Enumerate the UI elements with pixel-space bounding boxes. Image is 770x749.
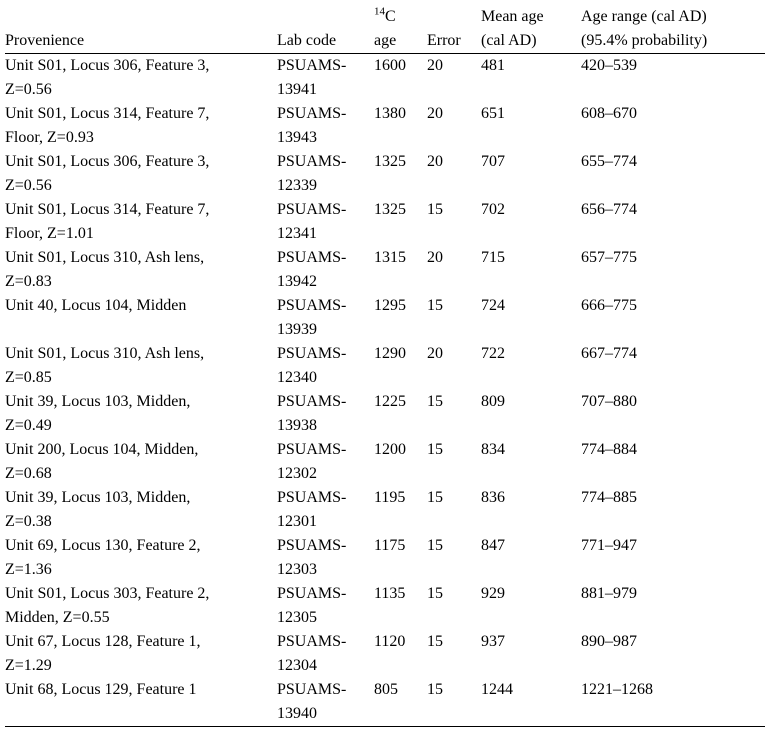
value-prov1: Unit S01, Locus 314, Feature 7, <box>5 105 210 122</box>
value-range: 420–539 <box>581 57 637 74</box>
cell-lab-code <box>277 54 374 103</box>
header-age-range: Age range (cal AD) (95.4% probability) <box>581 8 708 49</box>
value-prov1: Unit 40, Locus 104, Midden <box>5 297 187 314</box>
cell-error <box>427 198 481 246</box>
cell-error <box>427 678 481 727</box>
cell-provenience <box>5 582 277 630</box>
value-mean: 481 <box>481 57 505 74</box>
value-error: 15 <box>427 633 443 650</box>
value-lab2: 13939 <box>277 321 317 338</box>
value-range: 890–987 <box>581 633 637 650</box>
cell-lab-code <box>277 198 374 246</box>
value-lab2: 13940 <box>277 705 317 722</box>
cell-provenience <box>5 486 277 534</box>
value-error: 15 <box>427 441 443 458</box>
cell-provenience <box>5 198 277 246</box>
cell-c14-age <box>374 678 427 727</box>
cell-error <box>427 438 481 486</box>
table-row <box>5 486 765 534</box>
value-range: 774–884 <box>581 441 637 458</box>
value-lab2: 12339 <box>277 177 317 194</box>
value-prov2: Z=0.85 <box>5 369 52 386</box>
value-lab1: PSUAMS- <box>277 297 347 314</box>
value-mean: 847 <box>481 537 505 554</box>
cell-lab-code <box>277 150 374 198</box>
value-lab2: 12341 <box>277 225 317 242</box>
value-prov2: Z=0.49 <box>5 417 52 434</box>
value-prov1: Unit S01, Locus 306, Feature 3, <box>5 57 210 74</box>
value-range: 774–885 <box>581 489 637 506</box>
value-lab1: PSUAMS- <box>277 537 347 554</box>
value-lab1: PSUAMS- <box>277 681 347 698</box>
cell-c14-age <box>374 102 427 150</box>
value-mean: 937 <box>481 633 505 650</box>
cell-lab-code <box>277 630 374 678</box>
value-range: 655–774 <box>581 153 637 170</box>
cell-age-range <box>581 342 765 390</box>
value-lab1: PSUAMS- <box>277 105 347 122</box>
value-error: 15 <box>427 585 443 602</box>
cell-error <box>427 102 481 150</box>
cell-mean-age <box>481 486 581 534</box>
value-lab2: 12304 <box>277 657 317 674</box>
value-mean: 929 <box>481 585 505 602</box>
value-lab1: PSUAMS- <box>277 249 347 266</box>
table-row <box>5 198 765 246</box>
cell-provenience <box>5 534 277 582</box>
value-mean: 836 <box>481 489 505 506</box>
value-error: 20 <box>427 57 443 74</box>
value-prov1: Unit S01, Locus 310, Ash lens, <box>5 345 205 362</box>
cell-mean-age <box>481 54 581 103</box>
cell-mean-age <box>481 342 581 390</box>
value-age: 1295 <box>374 297 406 314</box>
cell-provenience <box>5 678 277 727</box>
value-error: 20 <box>427 249 443 266</box>
value-lab2: 12302 <box>277 465 317 482</box>
cell-error <box>427 582 481 630</box>
value-range: 707–880 <box>581 393 637 410</box>
value-error: 20 <box>427 105 443 122</box>
table-row <box>5 630 765 678</box>
value-lab1: PSUAMS- <box>277 393 347 410</box>
value-range: 667–774 <box>581 345 637 362</box>
cell-age-range <box>581 198 765 246</box>
value-age: 1225 <box>374 393 406 410</box>
value-prov1: Unit 200, Locus 104, Midden, <box>5 441 199 458</box>
cell-age-range <box>581 678 765 727</box>
table-row <box>5 390 765 438</box>
table-row <box>5 102 765 150</box>
value-range: 881–979 <box>581 585 637 602</box>
value-prov2: Z=0.56 <box>5 177 52 194</box>
cell-error <box>427 486 481 534</box>
header-lab-code: Lab code <box>277 32 337 49</box>
cell-lab-code <box>277 582 374 630</box>
value-age: 1325 <box>374 201 406 218</box>
header-c14-age: $^{14}$C age <box>374 5 397 49</box>
value-error: 20 <box>427 345 443 362</box>
cell-mean-age <box>481 246 581 294</box>
value-age: 1600 <box>374 57 406 74</box>
cell-lab-code <box>277 438 374 486</box>
cell-error <box>427 150 481 198</box>
cell-age-range <box>581 438 765 486</box>
cell-lab-code <box>277 678 374 727</box>
value-error: 15 <box>427 537 443 554</box>
value-prov1: Unit 69, Locus 130, Feature 2, <box>5 537 201 554</box>
cell-error <box>427 294 481 342</box>
cell-c14-age <box>374 534 427 582</box>
cell-c14-age <box>374 630 427 678</box>
cell-c14-age <box>374 150 427 198</box>
cell-provenience <box>5 54 277 103</box>
cell-age-range <box>581 102 765 150</box>
cell-mean-age <box>481 678 581 727</box>
value-range: 657–775 <box>581 249 637 266</box>
value-age: 1175 <box>374 537 406 554</box>
cell-c14-age <box>374 198 427 246</box>
value-error: 15 <box>427 489 443 506</box>
value-mean: 1244 <box>481 681 513 698</box>
value-lab2: 13938 <box>277 417 317 434</box>
value-prov2: Floor, Z=1.01 <box>5 225 94 242</box>
cell-c14-age <box>374 438 427 486</box>
value-lab2: 12340 <box>277 369 317 386</box>
value-lab2: 13943 <box>277 129 317 146</box>
value-mean: 707 <box>481 153 505 170</box>
value-prov2: Z=1.29 <box>5 657 52 674</box>
cell-lab-code <box>277 534 374 582</box>
cell-age-range <box>581 582 765 630</box>
value-prov1: Unit S01, Locus 310, Ash lens, <box>5 249 205 266</box>
value-lab1: PSUAMS- <box>277 153 347 170</box>
table-body <box>5 54 765 727</box>
cell-provenience <box>5 438 277 486</box>
cell-lab-code <box>277 294 374 342</box>
cell-error <box>427 534 481 582</box>
cell-provenience <box>5 630 277 678</box>
value-age: 805 <box>374 681 398 698</box>
table-row <box>5 54 765 103</box>
cell-mean-age <box>481 438 581 486</box>
cell-c14-age <box>374 54 427 103</box>
value-mean: 702 <box>481 201 505 218</box>
cell-provenience <box>5 390 277 438</box>
value-lab1: PSUAMS- <box>277 441 347 458</box>
cell-lab-code <box>277 102 374 150</box>
value-prov1: Unit S01, Locus 314, Feature 7, <box>5 201 210 218</box>
value-error: 15 <box>427 681 443 698</box>
value-age: 1195 <box>374 489 406 506</box>
value-prov1: Unit S01, Locus 303, Feature 2, <box>5 585 210 602</box>
cell-c14-age <box>374 294 427 342</box>
value-error: 15 <box>427 393 443 410</box>
value-prov1: Unit 39, Locus 103, Midden, <box>5 489 191 506</box>
value-lab2: 13942 <box>277 273 317 290</box>
value-prov1: Unit 68, Locus 129, Feature 1 <box>5 681 197 698</box>
value-prov1: Unit 67, Locus 128, Feature 1, <box>5 633 201 650</box>
value-age: 1380 <box>374 105 406 122</box>
cell-error <box>427 54 481 103</box>
cell-age-range <box>581 54 765 103</box>
table-row <box>5 150 765 198</box>
value-age: 1135 <box>374 585 406 602</box>
value-prov2: Z=1.36 <box>5 561 52 578</box>
cell-age-range <box>581 246 765 294</box>
table-row <box>5 582 765 630</box>
cell-mean-age <box>481 150 581 198</box>
value-age: 1325 <box>374 153 406 170</box>
cell-c14-age <box>374 582 427 630</box>
cell-error <box>427 246 481 294</box>
table-row <box>5 342 765 390</box>
cell-mean-age <box>481 630 581 678</box>
value-mean: 834 <box>481 441 505 458</box>
table-row <box>5 678 765 727</box>
value-prov2: Z=0.56 <box>5 81 52 98</box>
value-lab2: 12301 <box>277 513 317 530</box>
value-mean: 809 <box>481 393 505 410</box>
cell-provenience <box>5 294 277 342</box>
value-lab1: PSUAMS- <box>277 57 347 74</box>
cell-error <box>427 342 481 390</box>
cell-mean-age <box>481 390 581 438</box>
table-row <box>5 438 765 486</box>
value-prov2: Floor, Z=0.93 <box>5 129 94 146</box>
table-header-row <box>5 5 765 54</box>
cell-age-range <box>581 630 765 678</box>
table-row <box>5 246 765 294</box>
table-row <box>5 534 765 582</box>
cell-error <box>427 390 481 438</box>
cell-error <box>427 630 481 678</box>
value-mean: 715 <box>481 249 505 266</box>
value-mean: 722 <box>481 345 505 362</box>
value-mean: 724 <box>481 297 505 314</box>
cell-lab-code <box>277 486 374 534</box>
cell-age-range <box>581 150 765 198</box>
value-lab1: PSUAMS- <box>277 633 347 650</box>
value-lab1: PSUAMS- <box>277 489 347 506</box>
header-mean-age: Mean age (cal AD) <box>481 8 544 49</box>
cell-age-range <box>581 534 765 582</box>
header-error: Error <box>427 32 461 49</box>
value-mean: 651 <box>481 105 505 122</box>
c14-superscript: 14 <box>374 5 385 18</box>
cell-mean-age <box>481 294 581 342</box>
value-lab2: 13941 <box>277 81 317 98</box>
value-range: 656–774 <box>581 201 637 218</box>
value-prov1: Unit 39, Locus 103, Midden, <box>5 393 191 410</box>
cell-c14-age <box>374 486 427 534</box>
value-range: 771–947 <box>581 537 637 554</box>
value-error: 15 <box>427 297 443 314</box>
cell-lab-code <box>277 390 374 438</box>
value-error: 15 <box>427 201 443 218</box>
radiocarbon-table <box>5 5 765 727</box>
header-provenience: Provenience <box>5 32 85 49</box>
value-range: 666–775 <box>581 297 637 314</box>
cell-age-range <box>581 486 765 534</box>
value-lab2: 12303 <box>277 561 317 578</box>
cell-provenience <box>5 102 277 150</box>
cell-mean-age <box>481 534 581 582</box>
value-prov1: Unit S01, Locus 306, Feature 3, <box>5 153 210 170</box>
value-prov2: Midden, Z=0.55 <box>5 609 110 626</box>
cell-provenience <box>5 150 277 198</box>
cell-age-range <box>581 294 765 342</box>
cell-provenience <box>5 246 277 294</box>
value-error: 20 <box>427 153 443 170</box>
cell-lab-code <box>277 342 374 390</box>
value-age: 1200 <box>374 441 406 458</box>
value-lab2: 12305 <box>277 609 317 626</box>
cell-c14-age <box>374 246 427 294</box>
value-age: 1315 <box>374 249 406 266</box>
value-age: 1120 <box>374 633 406 650</box>
value-lab1: PSUAMS- <box>277 585 347 602</box>
cell-c14-age <box>374 390 427 438</box>
table-row <box>5 294 765 342</box>
cell-lab-code <box>277 246 374 294</box>
value-prov2: Z=0.83 <box>5 273 52 290</box>
value-lab1: PSUAMS- <box>277 345 347 362</box>
cell-c14-age <box>374 342 427 390</box>
value-age: 1290 <box>374 345 406 362</box>
cell-provenience <box>5 342 277 390</box>
cell-age-range <box>581 390 765 438</box>
value-range: 1221–1268 <box>581 681 653 698</box>
cell-mean-age <box>481 102 581 150</box>
value-prov2: Z=0.38 <box>5 513 52 530</box>
value-range: 608–670 <box>581 105 637 122</box>
cell-mean-age <box>481 198 581 246</box>
value-lab1: PSUAMS- <box>277 201 347 218</box>
cell-mean-age <box>481 582 581 630</box>
value-prov2: Z=0.68 <box>5 465 52 482</box>
